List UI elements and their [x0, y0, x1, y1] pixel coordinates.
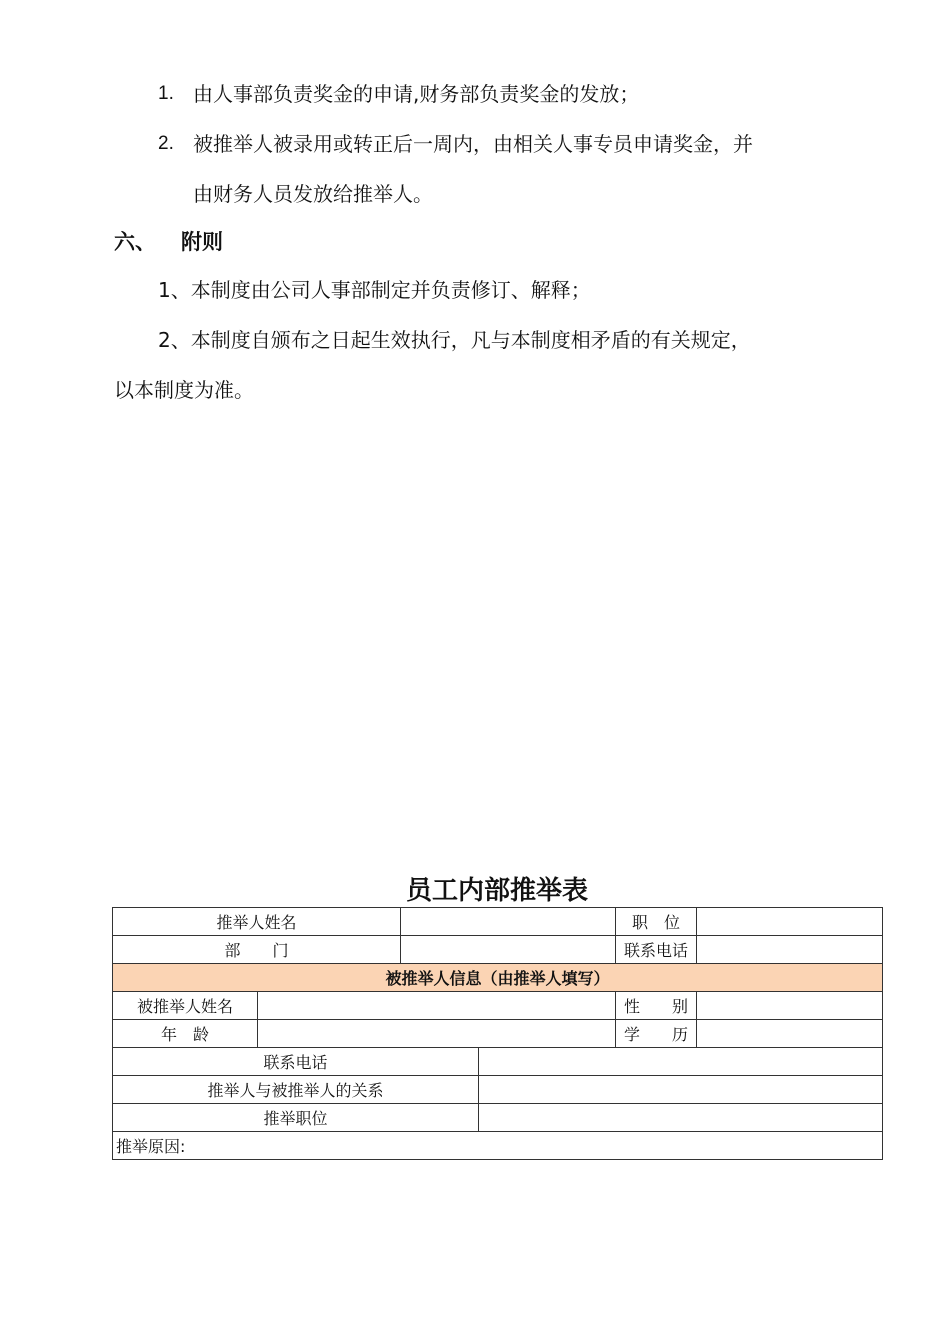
list-number-1: 1. — [158, 83, 174, 104]
gender-label: 性 别 — [616, 992, 697, 1020]
list-item-2-continuation: 由财务人员发放给推举人。 — [193, 182, 433, 206]
recommender-name-label: 推举人姓名 — [113, 908, 401, 936]
education-label: 学 历 — [616, 1020, 697, 1048]
list-number-2: 2. — [158, 133, 174, 154]
age-field[interactable] — [258, 1020, 616, 1048]
relation-field[interactable] — [479, 1076, 883, 1104]
education-field[interactable] — [697, 1020, 883, 1048]
section-title: 附则 — [181, 230, 223, 254]
phone-field[interactable] — [697, 936, 883, 964]
list-item-2: 被推举人被录用或转正后一周内，由相关人事专员申请奖金，并 — [193, 132, 753, 156]
recommend-reason-label: 推举原因: — [116, 1137, 186, 1156]
phone-label: 联系电话 — [616, 936, 697, 964]
nominee-name-field[interactable] — [258, 992, 616, 1020]
section-number: 六、 — [114, 230, 156, 254]
position-label: 职 位 — [616, 908, 697, 936]
paragraph-2-continuation: 以本制度为准。 — [114, 378, 254, 402]
nominee-name-label: 被推举人姓名 — [113, 992, 258, 1020]
relation-label: 推举人与被推举人的关系 — [113, 1076, 479, 1104]
list-item-1: 由人事部负责奖金的申请,财务部负责奖金的发放； — [193, 82, 640, 106]
recommender-name-field[interactable] — [401, 908, 616, 936]
form-title: 员工内部推举表 — [405, 876, 588, 906]
department-field[interactable] — [401, 936, 616, 964]
paragraph-1: 1、本制度由公司人事部制定并负责修订、解释； — [158, 278, 591, 302]
gender-field[interactable] — [697, 992, 883, 1020]
nominee-section-header: 被推举人信息（由推举人填写） — [113, 964, 883, 992]
paragraph-2: 2、本制度自颁布之日起生效执行，凡与本制度相矛盾的有关规定， — [158, 328, 751, 352]
recommendation-form — [112, 907, 883, 1160]
nominee-phone-label: 联系电话 — [113, 1048, 479, 1076]
recommend-position-field[interactable] — [479, 1104, 883, 1132]
position-field[interactable] — [697, 908, 883, 936]
age-label: 年 龄 — [113, 1020, 258, 1048]
nominee-phone-field[interactable] — [479, 1048, 883, 1076]
department-label: 部 门 — [113, 936, 401, 964]
recommend-reason-field[interactable] — [113, 1132, 883, 1160]
recommend-position-label: 推举职位 — [113, 1104, 479, 1132]
